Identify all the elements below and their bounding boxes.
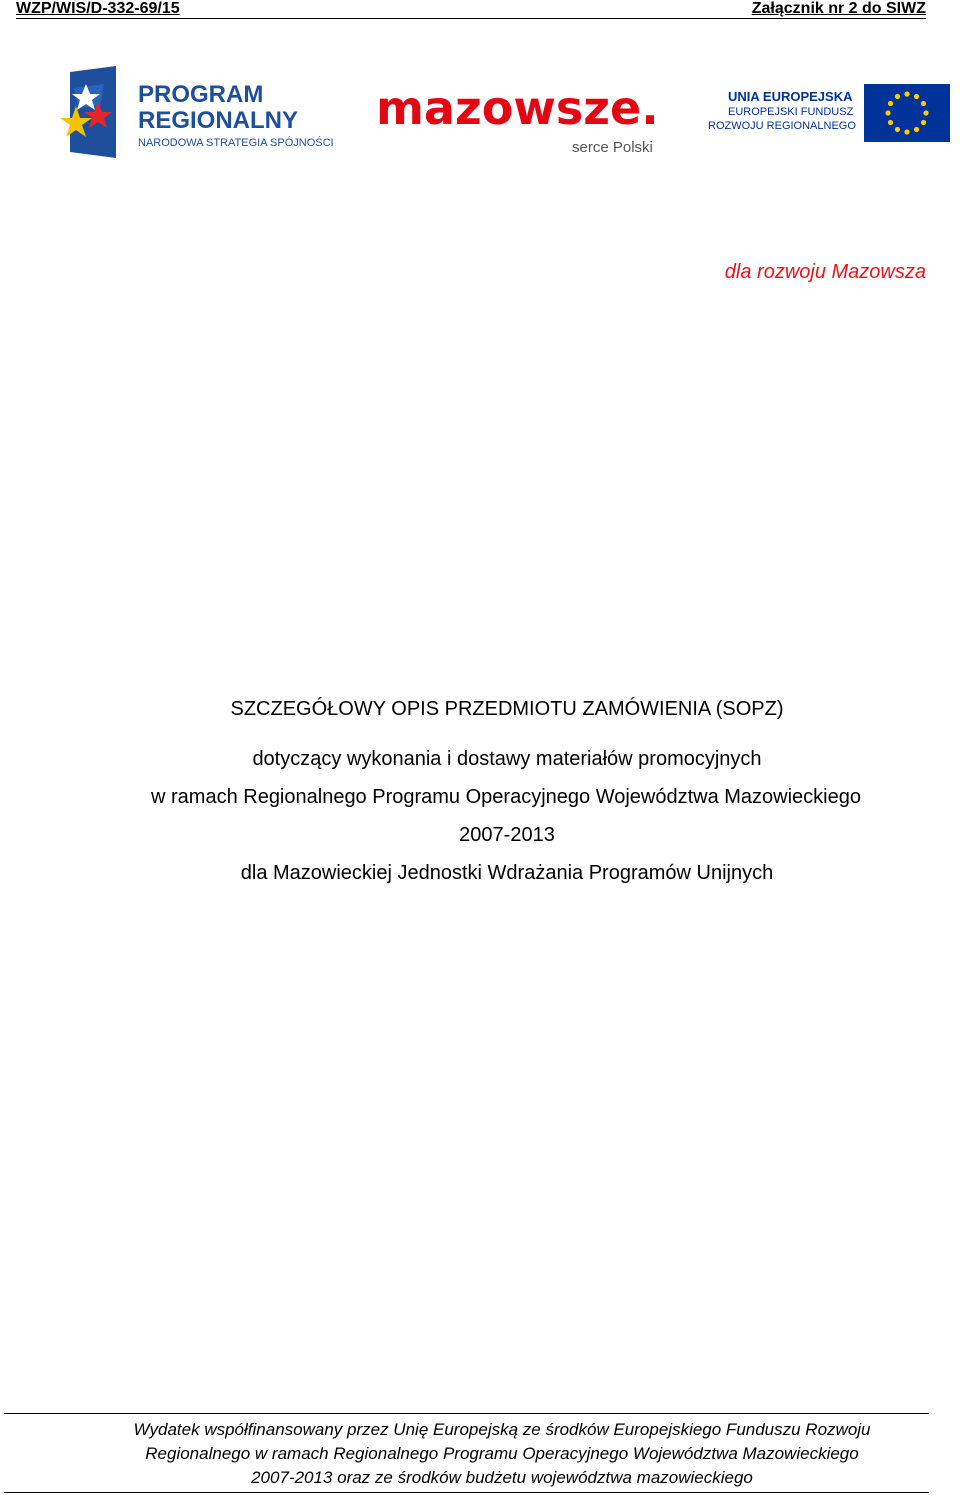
attachment-label: Załącznik nr 2 do SIWZ [751,0,926,17]
program-regionalny-logo [60,66,335,158]
document-title: SZCZEGÓŁOWY OPIS PRZEDMIOTU ZAMÓWIENIA (SOPZ) [230,698,784,720]
footer-line-3: 2007-2013 oraz ze środków budżetu województwa mazowieckiego [251,1468,753,1487]
program-logo-line2: REGIONALNY [138,107,299,134]
footer-line-1: Wydatek współfinansowany przez Unię Europejską ze środków Europejskiego Funduszu Rozwoju [133,1420,871,1439]
document-reference: WZP/WIS/D-332-69/15 [16,0,180,17]
subtitle-line-3: 2007-2013 [459,824,555,846]
program-logo-line1: PROGRAM [138,81,264,108]
footer-rule [4,1413,929,1414]
footer-note [40,1418,960,1490]
subtitle-line-4: dla Mazowieckiej Jednostki Wdrażania Programów Unijnych [240,862,774,884]
slogan: dla rozwoju Mazowsza [724,261,926,283]
eu-logo-line3: ROZWOJU REGIONALNEGO [708,120,856,132]
logo-bar [60,62,950,162]
eu-logo-line1: UNIA EUROPEJSKA [728,89,853,104]
mazowsze-logo-tagline: serce Polski [572,139,653,156]
program-logo-line3: NARODOWA STRATEGIA SPÓJNOŚCI [138,137,334,149]
footer-line-2: Regionalnego w ramach Regionalnego Programu Operacyjnego Województwa Mazowieckiego [145,1444,859,1463]
subtitle-line-1: dotyczący wykonania i dostawy materiałów promocyjnych [252,748,762,770]
mazowsze-logo [374,80,664,160]
footer-bottom-rule [4,1492,929,1493]
subtitle-line-2: w ramach Regionalnego Programu Operacyjnego Województwa Mazowieckiego [151,786,861,808]
eu-logo [706,82,950,144]
mazowsze-logo-word: mazowsze. [376,81,659,135]
eu-logo-line2: EUROPEJSKI FUNDUSZ [728,106,854,118]
